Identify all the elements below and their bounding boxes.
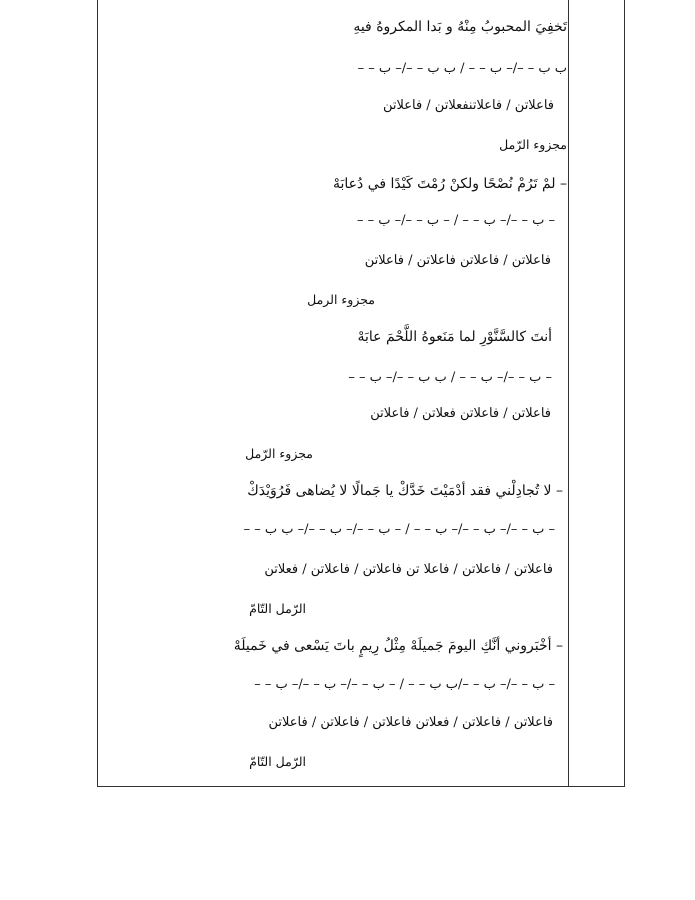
- feet-line: فاعلاتن / فاعلاتن فعلاتن / فاعلاتن: [370, 406, 551, 421]
- meter-label: الرّمل التّامّ: [249, 754, 306, 769]
- feet-line: فاعلاتن / فاعلاتن فاعلاتن / فاعلاتن: [364, 253, 551, 268]
- verse-line: أنتَ كالسَّنَّوْرِ لما مَنَعوهُ اللَّحْمَ عابَهْ: [357, 329, 552, 345]
- table-frame: [97, 0, 625, 787]
- verse-line: – لمْ تَرُمْ نُصْحًا ولكنْ رُمْتَ كَيْدًا في دُعابَهْ: [333, 176, 567, 192]
- column-divider: [568, 0, 569, 786]
- feet-line: فاعلاتن / فاعلاتن / فعلاتن فاعلاتن / فاعلاتن / فاعلاتن: [268, 715, 553, 730]
- scansion-line: – ب – –/– ب – –/– ب – – / – ب – –/– ب – –/– ب ب – –: [243, 522, 555, 537]
- scansion-line: – ب – –/– ب – –/ب ب – – / – ب – –/– ب – –/– ب – –: [254, 677, 555, 692]
- scansion-line: – ب – –/– ب – – / ب ب – –/– ب – –: [348, 370, 552, 385]
- meter-label: مجزوء الرّمل: [245, 446, 313, 461]
- meter-label: الرّمل التّامّ: [249, 601, 306, 616]
- feet-line: فاعلاتن / فاعلاتنفعلاتن / فاعلاتن: [382, 98, 554, 113]
- verse-line: تَخفِيَ المحبوبُ مِنْهُ و بَدا المكروهُ فيهِ: [353, 19, 567, 35]
- scansion-line: – ب – –/– ب – – / – ب – –/– ب – –: [357, 213, 555, 228]
- verse-line: – لا تُجادِلْني فقد أدْمَيْتَ خَدَّكْ يا جَمالًا لا يُضاهى فَرُوَيْدَكْ: [247, 483, 563, 499]
- feet-line: فاعلاتن / فاعلاتن / فاعلا تن فاعلاتن / فاعلاتن / فعلاتن: [264, 562, 553, 577]
- verse-line: – أخْبَروني أنَّكِ اليومَ جَميلَهْ مِثْلُ رِيمٍ باتَ يَسْعى في خَميلَهْ: [233, 638, 563, 654]
- meter-label: مجزوء الرّمل: [499, 137, 567, 152]
- scansion-line: ب ب – –/– ب – – / ب ب – –/– ب – –: [357, 61, 567, 76]
- meter-label: مجزوء الرمل: [307, 292, 375, 307]
